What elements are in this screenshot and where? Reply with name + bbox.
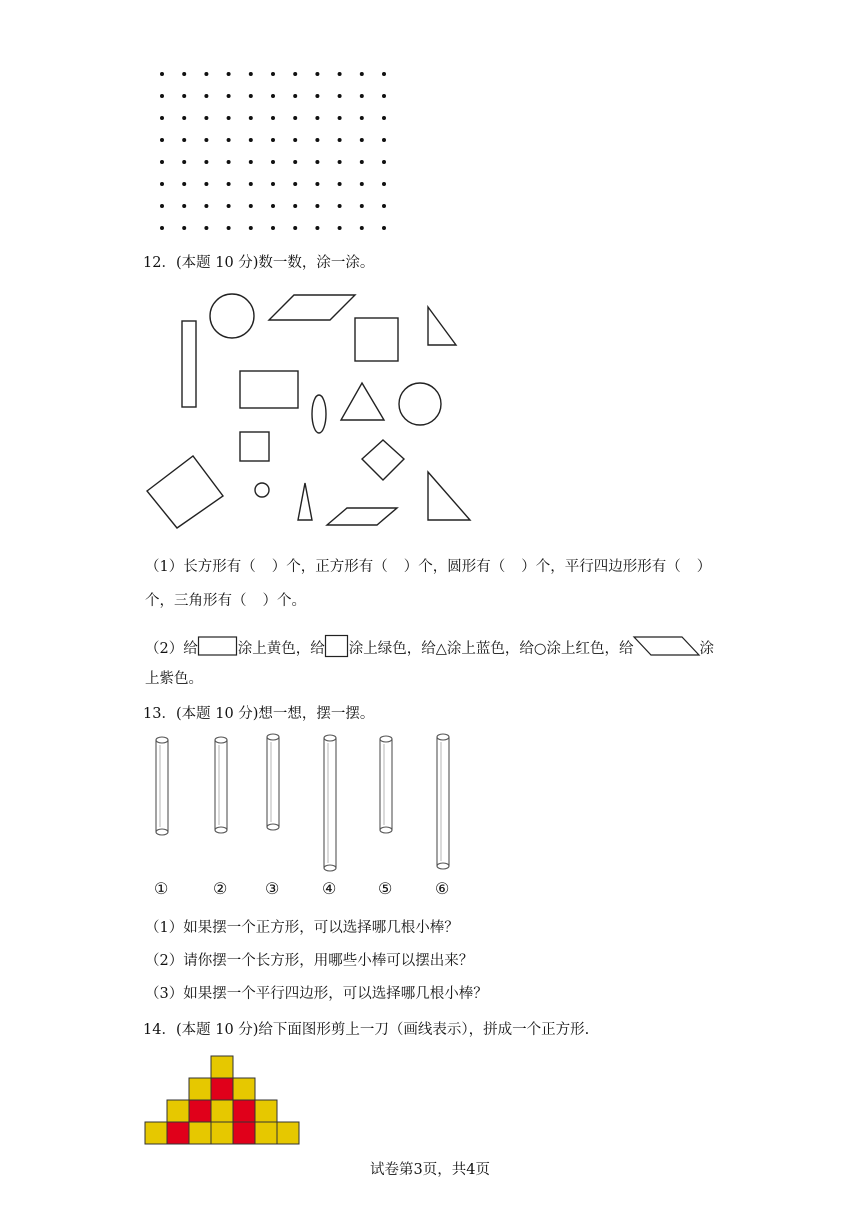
grid-cell-yellow	[189, 1078, 211, 1100]
grid-dot	[160, 94, 164, 98]
grid-dot	[182, 94, 186, 98]
grid-dot	[360, 182, 364, 186]
grid-dot	[227, 204, 231, 208]
grid-dot	[227, 226, 231, 230]
grid-dot	[360, 226, 364, 230]
grid-dot	[293, 116, 297, 120]
q13-sub2: （2）请你摆一个长方形，用哪些小棒可以摆出来？	[145, 953, 474, 969]
grid-dot	[293, 160, 297, 164]
grid-dot	[204, 116, 208, 120]
grid-dot	[338, 116, 342, 120]
q12-title: 12．(本题 10 分)数一数，涂一涂。	[143, 255, 375, 271]
q12-part1-line1: （1）长方形有（ ）个，正方形有（ ）个，圆形有（ ）个，平行四边形形有（ ）	[145, 559, 712, 575]
grid-dot	[315, 72, 319, 76]
grid-dot	[227, 160, 231, 164]
rectangle-icon	[198, 636, 238, 662]
grid-dot	[382, 72, 386, 76]
triangle-right-small	[428, 307, 456, 345]
tall-rectangle	[182, 321, 196, 407]
dot-grid	[0, 0, 860, 240]
stick-1	[156, 737, 168, 835]
square-rotated	[362, 440, 404, 480]
grid-cell-yellow	[211, 1100, 233, 1122]
grid-dot	[160, 160, 164, 164]
grid-dot	[249, 116, 253, 120]
grid-cell-red	[189, 1100, 211, 1122]
grid-dot	[315, 94, 319, 98]
triangle-right-large	[428, 472, 470, 520]
parallelogram-top	[269, 295, 355, 320]
grid-dot	[382, 138, 386, 142]
grid-cell-yellow	[277, 1122, 299, 1144]
grid-dot	[338, 204, 342, 208]
grid-cell-red	[233, 1100, 255, 1122]
grid-dot	[338, 226, 342, 230]
grid-dot	[271, 182, 275, 186]
grid-cell-yellow	[233, 1078, 255, 1100]
grid-dot	[249, 138, 253, 142]
stick-3	[267, 734, 279, 830]
grid-dot	[204, 204, 208, 208]
grid-dot	[160, 182, 164, 186]
grid-dot	[160, 116, 164, 120]
rotated-rectangle	[147, 456, 223, 528]
grid-dot	[360, 72, 364, 76]
grid-dot	[293, 182, 297, 186]
grid-dot	[271, 94, 275, 98]
stick-4	[324, 735, 336, 871]
grid-dot	[360, 138, 364, 142]
grid-dot	[338, 94, 342, 98]
grid-dot	[382, 160, 386, 164]
stick-2	[215, 737, 227, 833]
stick-label-6: ⑥	[435, 879, 450, 898]
q12-part2-line2: 上紫色。	[145, 671, 203, 687]
q13-sub3: （3）如果摆一个平行四边形，可以选择哪几根小棒？	[145, 986, 488, 1002]
grid-cell-yellow	[255, 1100, 277, 1122]
grid-dot	[182, 72, 186, 76]
grid-dot	[382, 182, 386, 186]
q12-part1-line2: 个，三角形有（ ）个。	[145, 593, 306, 609]
grid-cell-yellow	[145, 1122, 167, 1144]
triangle-equilateral	[341, 383, 384, 420]
grid-dot	[271, 72, 275, 76]
grid-dot	[271, 138, 275, 142]
grid-dot	[293, 226, 297, 230]
grid-dot	[271, 116, 275, 120]
parallelogram-icon	[634, 636, 700, 662]
grid-dot	[271, 204, 275, 208]
q13-title: 13．(本题 10 分)想一想，摆一摆。	[143, 706, 375, 722]
grid-dot	[160, 204, 164, 208]
grid-cell-red	[233, 1122, 255, 1144]
stick-6	[437, 734, 449, 869]
grid-dot	[182, 182, 186, 186]
grid-dot	[160, 72, 164, 76]
square-1	[355, 318, 398, 361]
grid-dot	[249, 72, 253, 76]
square-icon	[325, 635, 349, 663]
q14-title: 14．(本题 10 分)给下面图形剪上一刀（画线表示），拼成一个正方形.	[143, 1022, 590, 1038]
grid-dot	[382, 226, 386, 230]
stick-5	[380, 736, 392, 833]
q13-sticks-figure	[0, 730, 860, 910]
grid-dot	[182, 160, 186, 164]
grid-dot	[360, 160, 364, 164]
grid-dot	[271, 160, 275, 164]
grid-dot	[315, 138, 319, 142]
grid-dot	[382, 116, 386, 120]
grid-dot	[249, 226, 253, 230]
grid-dot	[249, 204, 253, 208]
grid-dot	[182, 226, 186, 230]
stick-label-5: ⑤	[378, 879, 393, 898]
grid-dot	[315, 116, 319, 120]
grid-dot	[160, 226, 164, 230]
grid-dot	[360, 204, 364, 208]
grid-dot	[315, 160, 319, 164]
grid-dot	[315, 204, 319, 208]
grid-dot	[204, 182, 208, 186]
grid-dot	[227, 116, 231, 120]
grid-dot	[204, 138, 208, 142]
grid-dot	[338, 160, 342, 164]
grid-dot	[249, 182, 253, 186]
q14-grid-figure	[0, 1050, 860, 1150]
grid-dot	[315, 226, 319, 230]
grid-dot	[338, 72, 342, 76]
grid-dot	[204, 226, 208, 230]
grid-dot	[360, 94, 364, 98]
grid-dot	[249, 94, 253, 98]
grid-dot	[315, 182, 319, 186]
grid-dot	[182, 116, 186, 120]
grid-dot	[182, 204, 186, 208]
grid-cell-red	[211, 1078, 233, 1100]
grid-cell-yellow	[255, 1122, 277, 1144]
grid-dot	[382, 204, 386, 208]
parallelogram-bottom	[327, 508, 397, 525]
stick-label-3: ③	[265, 879, 280, 898]
rectangle-mid	[240, 371, 298, 408]
grid-dot	[182, 138, 186, 142]
circle-top	[210, 294, 254, 338]
page-footer: 试卷第3页，共4页	[370, 1162, 490, 1178]
stick-label-1: ①	[154, 879, 169, 898]
stick-label-2: ②	[213, 879, 228, 898]
grid-dot	[293, 72, 297, 76]
grid-cell-yellow	[189, 1122, 211, 1144]
grid-cell-yellow	[167, 1100, 189, 1122]
grid-dot	[249, 160, 253, 164]
q13-sub1: （1）如果摆一个正方形，可以选择哪几根小棒？	[145, 920, 459, 936]
circle-right	[399, 383, 441, 425]
grid-dot	[227, 182, 231, 186]
grid-dot	[271, 226, 275, 230]
grid-dot	[160, 138, 164, 142]
grid-dot	[227, 72, 231, 76]
grid-dot	[382, 94, 386, 98]
grid-dot	[204, 160, 208, 164]
grid-dot	[293, 204, 297, 208]
grid-cell-red	[167, 1122, 189, 1144]
grid-dot	[204, 94, 208, 98]
q12-shapes-figure	[0, 285, 860, 545]
grid-dot	[338, 182, 342, 186]
grid-dot	[227, 94, 231, 98]
triangle-thin	[298, 483, 312, 520]
grid-dot	[360, 116, 364, 120]
stick-label-4: ④	[322, 879, 337, 898]
grid-dot	[338, 138, 342, 142]
grid-cell-yellow	[211, 1122, 233, 1144]
grid-dot	[293, 138, 297, 142]
square-small	[240, 432, 269, 461]
grid-cell-yellow	[211, 1056, 233, 1078]
ellipse	[312, 395, 326, 433]
grid-dot	[227, 138, 231, 142]
circle-small	[255, 483, 269, 497]
grid-dot	[293, 94, 297, 98]
grid-dot	[204, 72, 208, 76]
q12-part2-line1: （2）给 涂上黄色，给 涂上绿色，给△涂上蓝色，给○涂上红色，给 涂	[145, 635, 714, 663]
